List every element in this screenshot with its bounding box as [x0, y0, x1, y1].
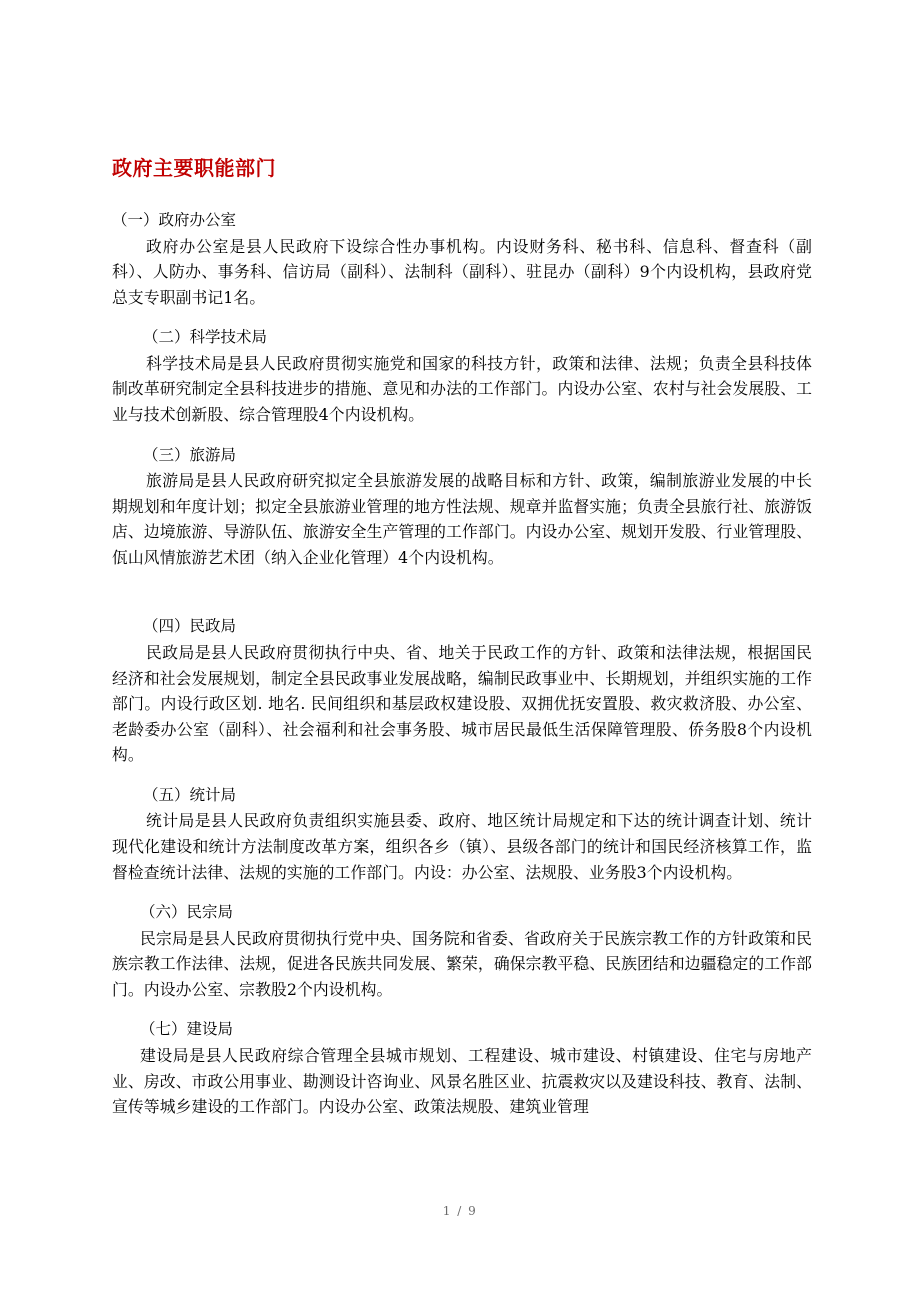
section-government-office	[112, 208, 812, 310]
section-heading-1: （一）政府办公室	[112, 211, 237, 229]
section-body-5: 统计局是县人民政府负责组织实施县委、政府、地区统计局规定和下达的统计调查计划、统计现代化建设和统计方法制度改革方案，组织各乡（镇）、县级各部门的统计和国民经济核算工作，监督检查统计法律、法规的实施的工作部门。内设：办公室、法规股、业务股3个内设机构。	[112, 811, 812, 882]
section-heading-4: （四）民政局	[143, 617, 237, 636]
section-body-1: 政府办公室是县人民政府下设综合性办事机构。内设财务科、秘书科、信息科、督查科（副科）、人防办、事务科、信访局（副科）、法制科（副科）、驻昆办（副科）9个内设机构，县政府党总支专职副书记1名。	[112, 236, 812, 307]
document-body	[112, 208, 812, 1135]
section-body-7: 建设局是县人民政府综合管理全县城市规划、工程建设、城市建设、村镇建设、住宅与房地产业、房改、市政公用事业、勘测设计咨询业、风景名胜区业、抗震救灾以及建设科技、教育、法制、宣传等城乡建设的工作部门。内设办公室、政策法规股、建筑业管理	[112, 1045, 812, 1117]
section-construction-bureau	[112, 1017, 812, 1119]
section-heading-5: （五）统计局	[143, 785, 237, 804]
section-body-6: 民宗局是县人民政府贯彻执行党中央、国务院和省委、省政府关于民族宗教工作的方针政策和民族宗教工作法律、法规，促进各民族共同发展、繁荣，确保宗教平稳、民族团结和边疆稳定的工作部门。内设办公室、宗教股2个内设机构。	[112, 928, 812, 999]
section-body-3: 旅游局是县人民政府研究拟定全县旅游发展的战略目标和方针、政策，编制旅游业发展的中长期规划和年度计划；拟定全县旅游业管理的地方性法规、规章并监督实施；负责全县旅行社、旅游饭店、边境旅游、导游队伍、旅游安全生产管理的工作部门。内设办公室、规划开发股、行业管理股、佤山风情旅游艺术团（纳入企业化管理）4个内设机构。	[112, 471, 812, 567]
page-title: 政府主要职能部门	[112, 156, 276, 180]
section-body-4: 民政局是县人民政府贯彻执行中央、省、地关于民政工作的方针、政策和法律法规，根据国民经济和社会发展规划，制定全县民政事业发展战略，编制民政事业中、长期规划，并组织实施的工作部门。内设行政区划. 地名. 民间组织和基层政权建设股、双拥优抚安置股、救灾救济股、办公室、老龄委办公室（副科）、社会福利和社会事务股、城市居民最低生活保障管理股、侨务股8个内设机构。	[112, 642, 812, 765]
section-civil-affairs-bureau	[112, 614, 812, 767]
section-science-technology-bureau	[112, 325, 812, 427]
section-heading-7: （七）建设局	[140, 1020, 234, 1039]
section-heading-3: （三）旅游局	[143, 445, 237, 464]
page-number-footer: 1 / 9	[442, 1204, 478, 1218]
section-tourism-bureau	[112, 443, 812, 571]
section-heading-2: （二）科学技术局	[143, 328, 268, 347]
section-ethnic-religious-bureau	[112, 900, 812, 1002]
section-body-2: 科学技术局是县人民政府贯彻实施党和国家的科技方针，政策和法律、法规；负责全县科技体制改革研究制定全县科技进步的措施、意见和办法的工作部门。内设办公室、农村与社会发展股、工业与技术创新股、综合管理股4个内设机构。	[112, 353, 812, 424]
section-heading-6: （六）民宗局	[140, 903, 234, 922]
section-statistics-bureau	[112, 783, 812, 885]
